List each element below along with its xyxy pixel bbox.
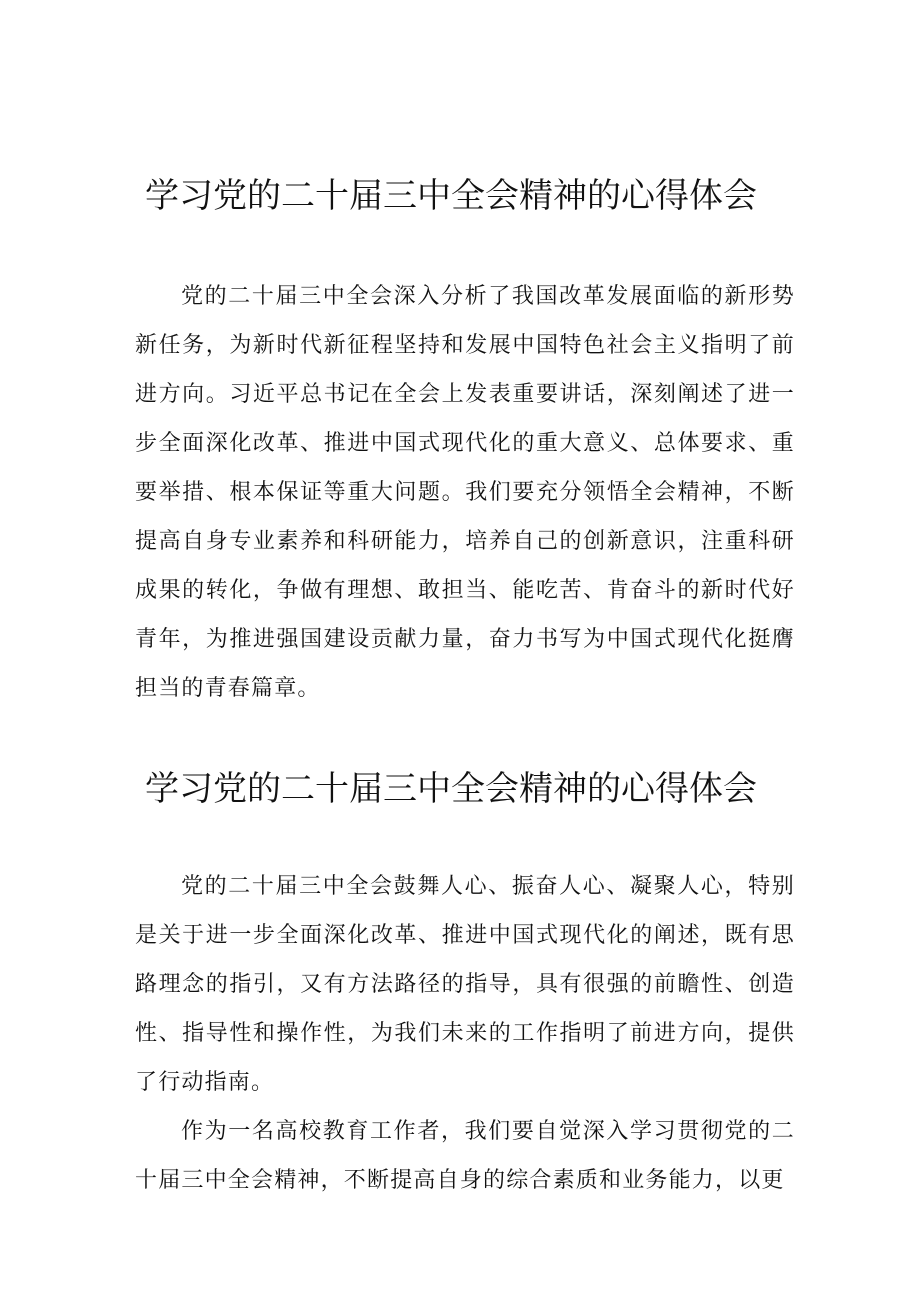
section-2-paragraph-1: 党的二十届三中全会鼓舞人心、振奋人心、凝聚人心，特别是关于进一步全面深化改革、推进中国式现代化的阐述，既有思路理念的指引，又有方法路径的指导，具有很强的前瞻性、创造性、指导性和操作性，为我们未来的工作指明了前进方向，提供了行动指南。: [135, 874, 795, 1095]
section-2-paragraph-2: 作为一名高校教育工作者，我们要自觉深入学习贯彻党的二十届三中全会精神，不断提高自身的综合素质和业务能力，以更: [135, 1119, 795, 1193]
section-2-title: 学习党的二十届三中全会精神的心得体会: [145, 769, 757, 809]
section-1-title: 学习党的二十届三中全会精神的心得体会: [145, 176, 757, 216]
section-1-body: [135, 272, 795, 713]
section-1-paragraph-1: 党的二十届三中全会深入分析了我国改革发展面临的新形势新任务，为新时代新征程坚持和发展中国特色社会主义指明了前进方向。习近平总书记在全会上发表重要讲话，深刻阐述了进一步全面深化改革、推进中国式现代化的重大意义、总体要求、重要举措、根本保证等重大问题。我们要充分领悟全会精神，不断提高自身专业素养和科研能力，培养自己的创新意识，注重科研成果的转化，争做有理想、敢担当、能吃苦、肯奋斗的新时代好青年，为推进强国建设贡献力量，奋力书写为中国式现代化挺膺担当的青春篇章。: [135, 284, 795, 701]
section-2-body: [135, 862, 795, 1205]
